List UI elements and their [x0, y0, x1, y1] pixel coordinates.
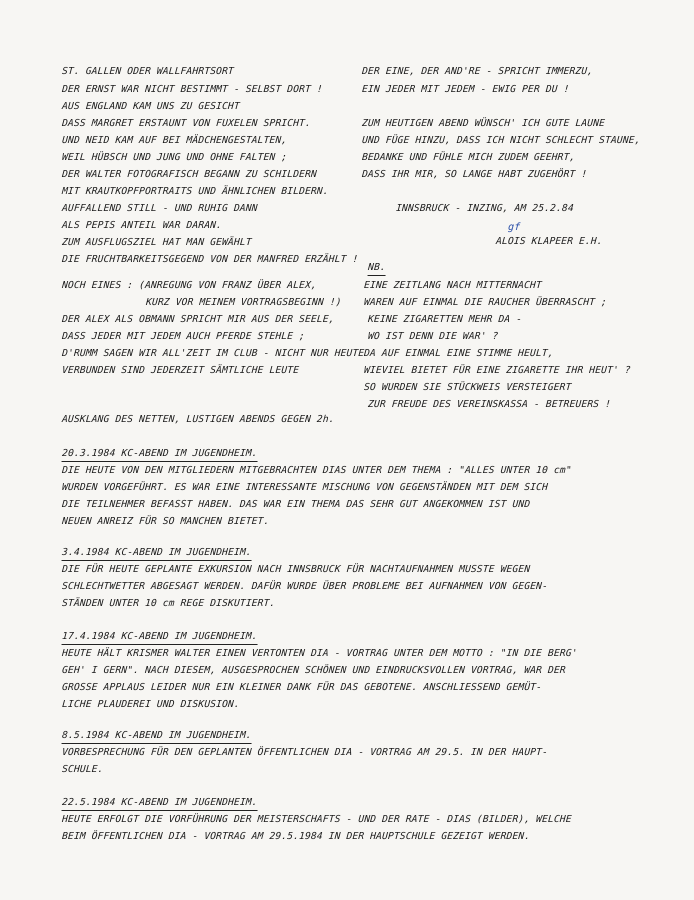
entry-heading: 22.5.1984 KC-ABEND IM JUGENDHEIM.	[62, 797, 259, 811]
poem-line: DER WALTER FOTOGRAFISCH BEGANN ZU SCHILDERN	[61, 169, 318, 180]
signature-mark: gf	[507, 222, 521, 233]
entry-line: STÄNDEN UNTER 10 cm REGE DISKUTIERT.	[61, 598, 276, 609]
poem-line: D'RUMM SAGEN WIR ALL'ZEIT IM CLUB - NICHT NUR HEUTE	[61, 348, 365, 359]
entry-line: GROSSE APPLAUS LEIDER NUR EIN KLEINER DANK FÜR DAS GEBOTENE. ANSCHLIESSEND GEMÜT-	[61, 682, 543, 693]
entry-line: GEH' I GERN". NACH DIESEM, AUSGESPROCHEN SCHÖNEN UND EINDRUCKSVOLLEN VORTRAG, WAR DER	[61, 665, 567, 676]
poem-line: ZUM AUSFLUGSZIEL HAT MAN GEWÄHLT	[61, 237, 253, 248]
entry-line: VORBESPRECHUNG FÜR DEN GEPLANTEN ÖFFENTLICHEN DIA - VORTRAG AM 29.5. IN DER HAUPT-	[61, 747, 549, 758]
poem-line: WAREN AUF EINMAL DIE RAUCHER ÜBERRASCHT ;	[363, 297, 608, 308]
entry-heading: 20.3.1984 KC-ABEND IM JUGENDHEIM.	[62, 448, 259, 462]
signature: ALOIS KLAPEER E.H.	[495, 236, 604, 247]
poem-line: DASS JEDER MIT JEDEM AUCH PFERDE STEHLE ;	[61, 331, 306, 342]
poem-line: DASS MARGRET ERSTAUNT VON FUXELEN SPRICHT.	[61, 118, 312, 129]
entry-line: DIE TEILNEHMER BEFASST HABEN. DAS WAR EIN THEMA DAS SEHR GUT ANGEKOMMEN IST UND	[61, 499, 531, 510]
entry-line: LICHE PLAUDEREI UND DISKUSION.	[61, 699, 241, 710]
place-date: INNSBRUCK - INZING, AM 25.2.84	[395, 203, 575, 214]
poem-line: DER ALEX ALS OBMANN SPRICHT MIR AUS DER SEELE,	[61, 314, 336, 325]
poem-line: AUS ENGLAND KAM UNS ZU GESICHT	[61, 101, 241, 112]
entry-line: HEUTE ERFOLGT DIE VORFÜHRUNG DER MEISTERSCHAFTS - UND DER RATE - DIAS (BILDER), WELCHE	[61, 814, 573, 825]
closing-line: AUSKLANG DES NETTEN, LUSTIGEN ABENDS GEGEN 2h.	[61, 414, 336, 425]
entry-line: DIE HEUTE VON DEN MITGLIEDERN MITGEBRACHTEN DIAS UNTER DEM THEMA : "ALLES UNTER 10 cm"	[61, 465, 573, 476]
poem-line: VERBUNDEN SIND JEDERZEIT SÄMTLICHE LEUTE	[61, 365, 300, 376]
poem-line: DASS IHR MIR, SO LANGE HABT ZUGEHÖRT !	[361, 169, 588, 180]
entry-line: SCHLECHTWETTER ABGESAGT WERDEN. DAFÜR WURDE ÜBER PROBLEME BEI AUFNAHMEN VON GEGEN-	[61, 581, 549, 592]
entry-heading: 3.4.1984 KC-ABEND IM JUGENDHEIM.	[62, 547, 253, 561]
entry-line: BEIM ÖFFENTLICHEN DIA - VORTRAG AM 29.5.1984 IN DER HAUPTSCHULE GEZEIGT WERDEN.	[61, 831, 531, 842]
poem-line: DIE FRUCHTBARKEITSGEGEND VON DER MANFRED ERZÄHLT !	[61, 254, 359, 265]
poem-line: KEINE ZIGARETTEN MEHR DA -	[367, 314, 523, 325]
poem-line: EIN JEDER MIT JEDEM - EWIG PER DU !	[361, 84, 570, 95]
poem-line: WO IST DENN DIE WAR' ?	[367, 331, 499, 342]
poem-line: NOCH EINES : (ANREGUNG VON FRANZ ÜBER ALEX,	[61, 280, 318, 291]
poem-line: ZUM HEUTIGEN ABEND WÜNSCH' ICH GUTE LAUNE	[361, 118, 606, 129]
poem-line: WEIL HÜBSCH UND JUNG UND OHNE FALTEN ;	[61, 152, 288, 163]
entry-line: DIE FÜR HEUTE GEPLANTE EXKURSION NACH INNSBRUCK FÜR NACHTAUFNAHMEN MUSSTE WEGEN	[61, 564, 531, 575]
poem-line: UND NEID KAM AUF BEI MÄDCHENGESTALTEN,	[61, 135, 288, 146]
poem-line: DA AUF EINMAL EINE STIMME HEULT,	[363, 348, 555, 359]
entry-line: SCHULE.	[61, 764, 104, 775]
poem-line: SO WURDEN SIE STÜCKWEIS VERSTEIGERT	[363, 382, 572, 393]
poem-line: EINE ZEITLANG NACH MITTERNACHT	[363, 280, 543, 291]
entry-line: HEUTE HÄLT KRISMER WALTER EINEN VERTONTEN DIA - VORTRAG UNTER DEM MOTTO : "IN DIE BERG'	[61, 648, 578, 659]
entry-line: NEUEN ANREIZ FÜR SO MANCHEN BIETET.	[61, 516, 270, 527]
poem-line: KURZ VOR MEINEM VORTRAGSBEGINN !)	[145, 297, 342, 308]
poem-line: ST. GALLEN ODER WALLFAHRTSORT	[61, 66, 235, 77]
poem-line: UND FÜGE HINZU, DASS ICH NICHT SCHLECHT STAUNE,	[361, 135, 641, 146]
poem-line: BEDANKE UND FÜHLE MICH ZUDEM GEEHRT,	[361, 152, 576, 163]
entry-heading: 17.4.1984 KC-ABEND IM JUGENDHEIM.	[62, 631, 259, 645]
entry-line: WURDEN VORGEFÜHRT. ES WAR EINE INTERESSANTE MISCHUNG VON GEGENSTÄNDEN MIT DEM SICH	[61, 482, 549, 493]
entry-heading: 8.5.1984 KC-ABEND IM JUGENDHEIM.	[62, 730, 253, 744]
poem-line: ALS PEPIS ANTEIL WAR DARAN.	[61, 220, 223, 231]
poem-line: WIEVIEL BIETET FÜR EINE ZIGARETTE IHR HEUT' ?	[363, 365, 632, 376]
nb-note: NB.	[368, 262, 387, 276]
poem-line: MIT KRAUTKOPFPORTRAITS UND ÄHNLICHEN BILDERN.	[61, 186, 330, 197]
poem-line: DER ERNST WAR NICHT BESTIMMT - SELBST DORT !	[61, 84, 324, 95]
poem-line: ZUR FREUDE DES VEREINSKASSA - BETREUERS !	[367, 399, 612, 410]
poem-line: DER EINE, DER AND'RE - SPRICHT IMMERZU,	[361, 66, 594, 77]
poem-line: AUFFALLEND STILL - UND RUHIG DANN	[61, 203, 258, 214]
